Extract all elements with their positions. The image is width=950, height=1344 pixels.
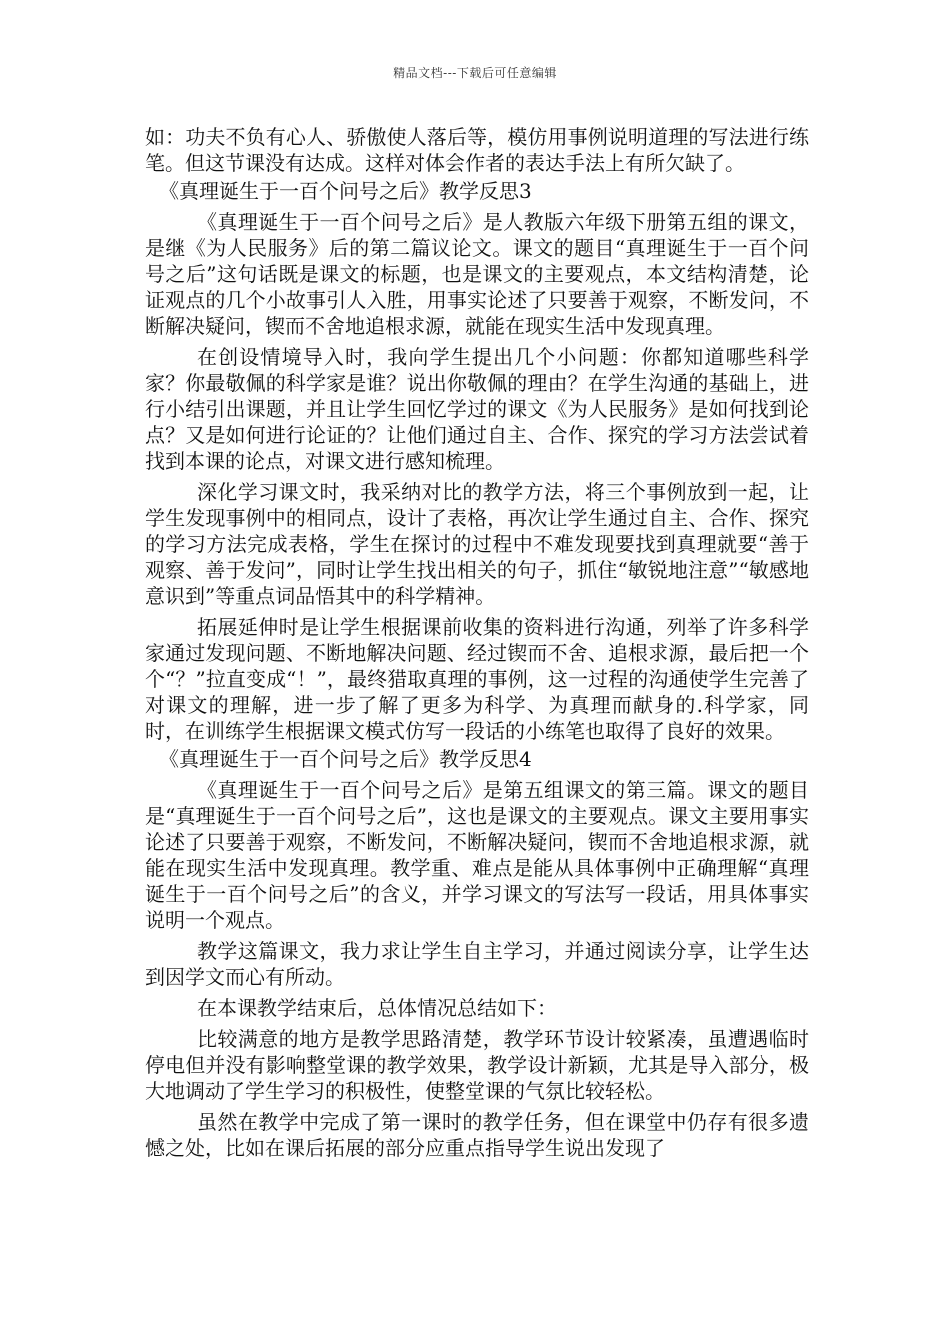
page-header: 精品文档---下载后可任意编辑 xyxy=(393,66,557,80)
body-paragraph: 教学这篇课文，我力求让学生自主学习，并通过阅读分享，让学生达到因学文而心有所动。 xyxy=(145,939,809,989)
body-paragraph: 在创设情境导入时，我向学生提出几个小问题：你都知道哪些科学家？你最敬佩的科学家是谁？说出你敬佩的理由？在学生沟通的基础上，进行小结引出课题，并且让学生回忆学过的课文《为人民服务》是如何找到论点？又是如何进行论证的？让他们通过自主、合作、探究的学习方法尝试着找到本课的论点，对课文进行感知梳理。 xyxy=(145,345,809,473)
document-body xyxy=(145,124,809,1161)
body-paragraph: 在本课教学结束后，总体情况总结如下： xyxy=(197,996,557,1020)
body-paragraph: 深化学习课文时，我采纳对比的教学方法，将三个事例放到一起，让学生发现事例中的相同点，设计了表格，再次让学生通过自主、合作、探究的学习方法完成表格，学生在探讨的过程中不难发现要找到真理就要“善于观察、善于发问”，同时让学生找出相关的句子，抓住“敏锐地注意”“敏感地意识到”等重点词品悟其中的科学精神。 xyxy=(145,480,809,608)
body-paragraph: 《真理诞生于一百个问号之后》是第五组课文的第三篇。课文的题目是“真理诞生于一百个问号之后”，这也是课文的主要观点。课文主要用事实论述了只要善于观察，不断发问，不断解决疑问，锲而不舍地追根求源，就能在现实生活中发现真理。教学重、难点是能从具体事例中正确理解“真理诞生于一百个问号之后”的含义，并学习课文的写法写一段话，用具体事实说明一个观点。 xyxy=(145,778,809,932)
body-paragraph: 拓展延伸时是让学生根据课前收集的资料进行沟通，列举了许多科学家通过发现问题、不断地解决问题、经过锲而不舍、追根求源，最后把一个个“？”拉直变成“！”，最终猎取真理的事例，这一过程的沟通使学生完善了对课文的理解，进一步了解了更多为科学、为真理而献身的.科学家，同时，在训练学生根据课文模式仿写一段话的小练笔也取得了良好的效果。 xyxy=(145,615,809,743)
body-paragraph: 比较满意的地方是教学思路清楚，教学环节设计较紧凑，虽遭遇临时停电但并没有影响整堂课的教学效果，教学设计新颖，尤其是导入部分，极大地调动了学生学习的积极性，使整堂课的气氛比较轻松。 xyxy=(145,1027,809,1103)
body-paragraph: 《真理诞生于一百个问号之后》是人教版六年级下册第五组的课文，是继《为人民服务》后的第二篇议论文。课文的题目“真理诞生于一百个问号之后”这句话既是课文的标题，也是课文的主要观点，本文结构清楚，论证观点的几个小故事引人入胜，用事实论述了只要善于观察，不断发问，不断解决疑问，锲而不舍地追根求源，就能在现实生活中发现真理。 xyxy=(145,210,809,338)
section-heading: 《真理诞生于一百个问号之后》教学反思3 xyxy=(159,179,532,203)
body-paragraph: 虽然在教学中完成了第一课时的教学任务，但在课堂中仍存有很多遗憾之处，比如在课后拓展的部分应重点指导学生说出发现了 xyxy=(145,1110,809,1160)
section-heading: 《真理诞生于一百个问号之后》教学反思4 xyxy=(159,747,532,771)
body-paragraph: 如：功夫不负有心人、骄傲使人落后等，模仿用事例说明道理的写法进行练笔。但这节课没有达成。这样对体会作者的表达手法上有所欠缺了。 xyxy=(145,125,809,175)
